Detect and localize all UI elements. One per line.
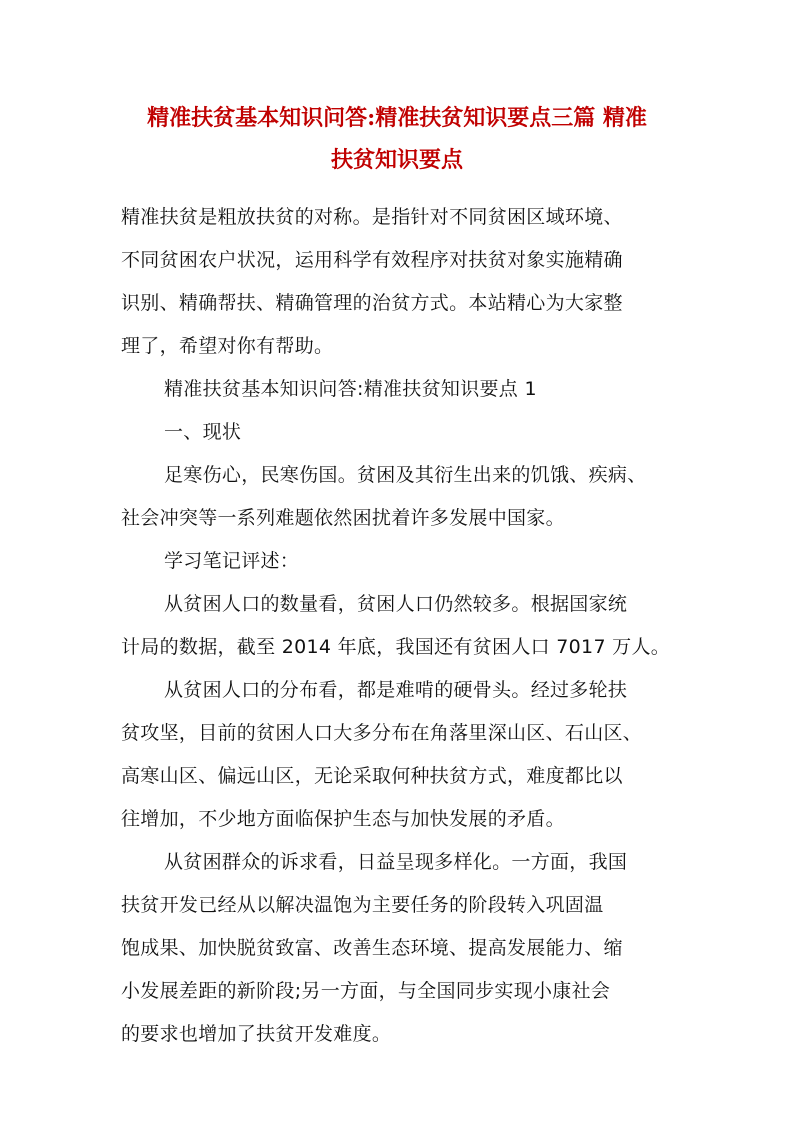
document-title-line-2: 扶贫知识要点 — [330, 147, 463, 173]
paragraph-line: 从贫困群众的诉求看，日益呈现多样化。一方面，我国 — [164, 851, 628, 873]
paragraph-line: 往增加，不少地方面临保护生态与加快发展的矛盾。 — [121, 808, 565, 830]
subsection-heading: 学习笔记评述： — [164, 550, 300, 572]
paragraph-line: 的要求也增加了扶贫开发难度。 — [121, 1023, 392, 1045]
paragraph-line: 计局的数据，截至 2014 年底，我国还有贫困人口 7017 万人。 — [121, 636, 671, 658]
paragraph-line: 饱成果、加快脱贫致富、改善生态环境、提高发展能力、缩 — [121, 937, 623, 959]
paragraph-line: 精准扶贫是粗放扶贫的对称。是指针对不同贫困区域环境、 — [121, 206, 623, 228]
paragraph-line: 高寒山区、偏远山区，无论采取何种扶贫方式，难度都比以 — [121, 765, 623, 787]
paragraph-line: 理了，希望对你有帮助。 — [121, 335, 334, 357]
paragraph-line: 小发展差距的新阶段;另一方面，与全国同步实现小康社会 — [121, 980, 611, 1002]
document-title-line-1: 精准扶贫基本知识问答:精准扶贫知识要点三篇 精准 — [147, 105, 647, 131]
paragraph-line: 从贫困人口的分布看，都是难啃的硬骨头。经过多轮扶 — [164, 679, 628, 701]
subsection-heading: 一、现状 — [164, 421, 242, 443]
section-heading: 精准扶贫基本知识问答:精准扶贫知识要点 1 — [164, 378, 537, 400]
paragraph-line: 社会冲突等一系列难题依然困扰着许多发展中国家。 — [121, 507, 565, 529]
paragraph-line: 扶贫开发已经从以解决温饱为主要任务的阶段转入巩固温 — [121, 894, 604, 916]
paragraph-line: 识别、精确帮扶、精确管理的治贫方式。本站精心为大家整 — [121, 292, 623, 314]
paragraph-line: 不同贫困农户状况，运用科学有效程序对扶贫对象实施精确 — [121, 249, 623, 271]
paragraph-line: 从贫困人口的数量看，贫困人口仍然较多。根据国家统 — [164, 593, 628, 615]
paragraph-line: 贫攻坚，目前的贫困人口大多分布在角落里深山区、石山区、 — [121, 722, 643, 744]
paragraph-line: 足寒伤心，民寒伤国。贫困及其衍生出来的饥饿、疾病、 — [164, 464, 647, 486]
